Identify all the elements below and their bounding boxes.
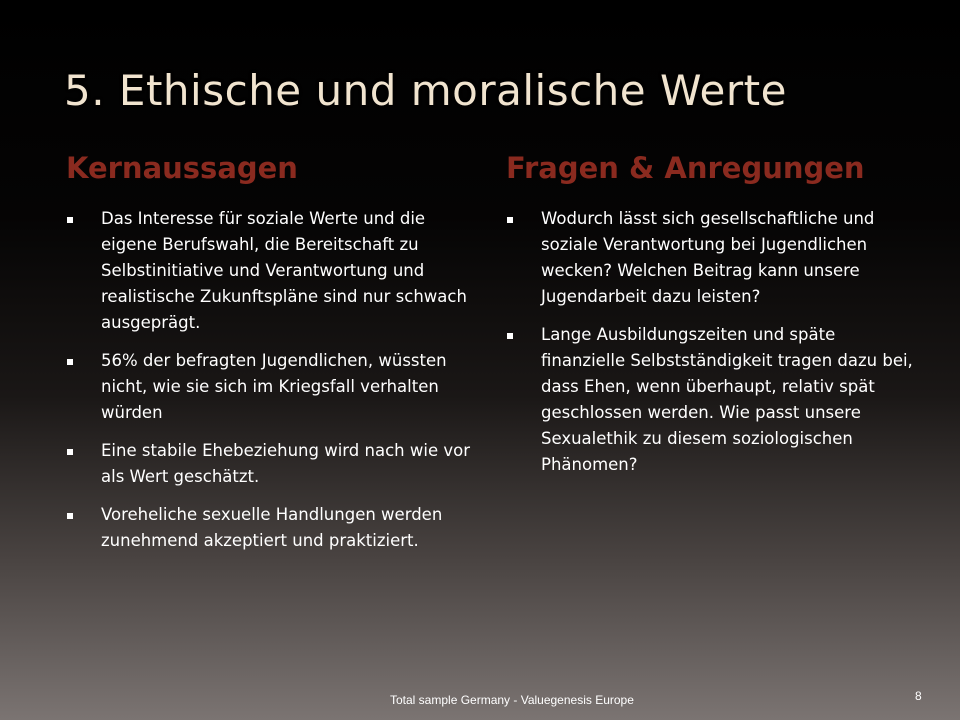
right-column-heading: Fragen & Anregungen [506,151,865,185]
square-bullet-icon [67,513,73,519]
right-bullet-list [506,206,916,490]
bullet-item [506,322,916,478]
left-column-heading: Kernaussagen [66,151,298,185]
slide-footer: Total sample Germany - Valuegenesis Europe [390,693,634,707]
bullet-item [66,348,486,426]
slide-title: 5. Ethische und moralische Werte [64,66,787,115]
bullet-text: Eine stabile Ehebeziehung wird nach wie vor als Wert geschätzt. [101,441,470,486]
left-bullet-list [66,206,486,566]
square-bullet-icon [67,217,73,223]
square-bullet-icon [507,217,513,223]
square-bullet-icon [67,359,73,365]
bullet-item [66,206,486,336]
page-number: 8 [915,689,922,703]
bullet-item [66,502,486,554]
bullet-text: Wodurch lässt sich gesellschaftliche und soziale Verantwortung bei Jugendlichen wecken? Welchen Beitrag kann unsere Jugendarbeit dazu leisten? [541,209,875,306]
bullet-text: 56% der befragten Jugendlichen, wüssten nicht, wie sie sich im Kriegsfall verhalten würden [101,351,447,422]
bullet-text: Lange Ausbildungszeiten und späte finanzielle Selbstständigkeit tragen dazu bei, dass Ehen, wenn überhaupt, relativ spät geschlossen werden. Wie passt unsere Sexualethik zu diesem soziologischen Phänomen? [541,325,913,474]
bullet-item [506,206,916,310]
bullet-item [66,438,486,490]
bullet-text: Das Interesse für soziale Werte und die eigene Berufswahl, die Bereitschaft zu Selbstinitiative und Verantwortung und realistische Zukunftspläne sind nur schwach ausgeprägt. [101,209,467,332]
square-bullet-icon [67,449,73,455]
bullet-text: Voreheliche sexuelle Handlungen werden zunehmend akzeptiert und praktiziert. [101,505,443,550]
square-bullet-icon [507,333,513,339]
